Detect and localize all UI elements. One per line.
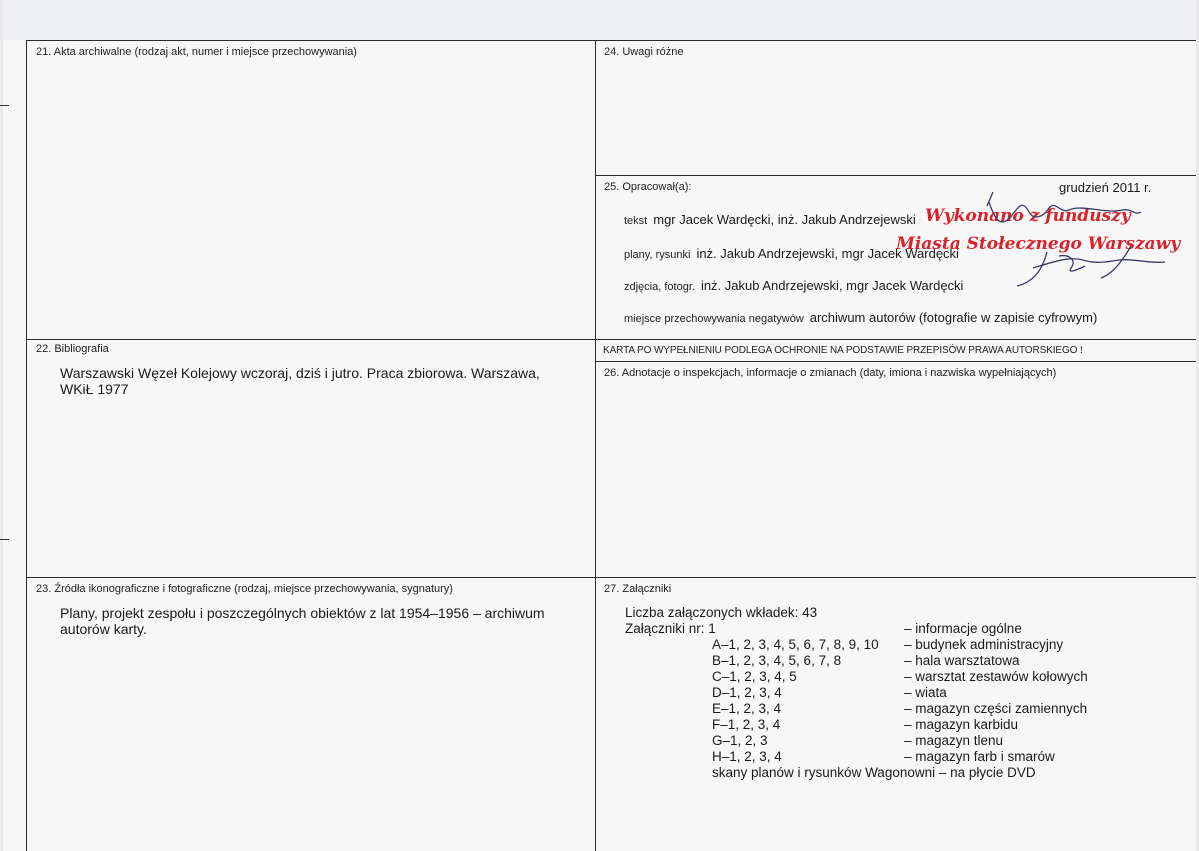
section-26-label: 26. Adnotacje o inspekcjach, informacje o zmianach (daty, imiona i nazwiska wypełniających) (604, 367, 1057, 379)
funding-stamp-line1: Wykonano z funduszy (925, 206, 1131, 226)
annex-count: Liczba załączonych wkładek: 43 (625, 605, 818, 620)
margin-tick (0, 539, 9, 540)
annex-code: H–1, 2, 3, 4 (712, 749, 782, 764)
annex-desc: – magazyn farb i smarów (904, 749, 1055, 764)
bibliography-text: Warszawski Węzeł Kolejowy wczoraj, dziś i jutro. Praca zbiorowa. Warszawa, WKiŁ 1977 (60, 365, 540, 397)
preparation-date: grudzień 2011 r. (1059, 180, 1152, 195)
grid-line (595, 40, 596, 851)
author-row-text (624, 211, 916, 229)
grid-line (26, 577, 1196, 578)
author-row-value: inż. Jakub Andrzejewski, mgr Jacek Wardęcki (696, 246, 959, 261)
annex-code: A–1, 2, 3, 4, 5, 6, 7, 8, 9, 10 (712, 637, 879, 652)
section-23-label: 23. Źródła ikonograficzne i fotograficzne (rodzaj, miejsce przechowywania, sygnatury) (36, 583, 453, 595)
grid-line (595, 361, 1196, 362)
grid-line (26, 339, 1196, 340)
author-row-key: zdjęcia, fotogr. (624, 281, 695, 293)
section-24-label: 24. Uwagi różne (604, 46, 684, 58)
copyright-notice: KARTA PO WYPEŁNIENIU PODLEGA OCHRONIE NA PODSTAWIE PRZEPISÓW PRAWA AUTORSKIEGO ! (603, 345, 1083, 356)
annex-nr-label: Załączniki nr: 1 (625, 621, 716, 636)
annex-desc: – magazyn tlenu (904, 733, 1004, 748)
annex-code: F–1, 2, 3, 4 (712, 717, 781, 732)
annex-desc: – magazyn części zamiennych (904, 701, 1088, 716)
author-row-value: mgr Jacek Wardęcki, inż. Jakub Andrzejewski (653, 212, 916, 227)
document-sheet (3, 0, 1196, 851)
handwritten-signature (973, 190, 1173, 290)
funding-stamp-line2: Miasta Stołecznego Warszawy (896, 234, 1181, 254)
annex-code: G–1, 2, 3 (712, 733, 768, 748)
section-25-label: 25. Opracował(a): (604, 181, 692, 193)
grid-line (595, 175, 1196, 176)
author-row-value: inż. Jakub Andrzejewski, mgr Jacek Wardęcki (700, 278, 964, 293)
annex-desc: – hala warsztatowa (904, 653, 1020, 668)
section-21-label: 21. Akta archiwalne (rodzaj akt, numer i miejsce przechowywania) (36, 46, 357, 58)
annex-desc: – wiata (904, 685, 947, 700)
annex-desc: – magazyn karbidu (904, 717, 1019, 732)
annex-desc: – warsztat zestawów kołowych (904, 669, 1088, 684)
annex-code: D–1, 2, 3, 4 (712, 685, 782, 700)
margin-tick (0, 105, 9, 106)
annex-desc: – budynek administracyjny (904, 637, 1064, 652)
annex-code: B–1, 2, 3, 4, 5, 6, 7, 8 (712, 653, 842, 668)
author-row-negatives (624, 309, 1097, 327)
annex-code: E–1, 2, 3, 4 (712, 701, 782, 716)
grid-line (26, 40, 1196, 41)
scan-top-margin (3, 0, 1196, 40)
annex-desc: – informacje ogólne (904, 621, 1022, 636)
author-row-key: plany, rysunki (624, 249, 691, 261)
section-27-label: 27. Załączniki (604, 583, 672, 595)
section-22-label: 22. Bibliografia (36, 343, 109, 355)
author-row-key: miejsce przechowywania negatywów (624, 313, 804, 325)
grid-line (26, 40, 27, 851)
annex-footer: skany planów i rysunków Wagonowni – na płycie DVD (712, 765, 1036, 780)
author-row-value: archiwum autorów (fotografie w zapisie cyfrowym) (809, 310, 1098, 325)
author-row-key: tekst (624, 215, 648, 227)
annex-code: C–1, 2, 3, 4, 5 (712, 669, 797, 684)
iconography-text: Plany, projekt zespołu i poszczególnych obiektów z lat 1954–1956 – archiwum autorów karty. (60, 605, 545, 637)
author-row-photos (624, 277, 963, 295)
